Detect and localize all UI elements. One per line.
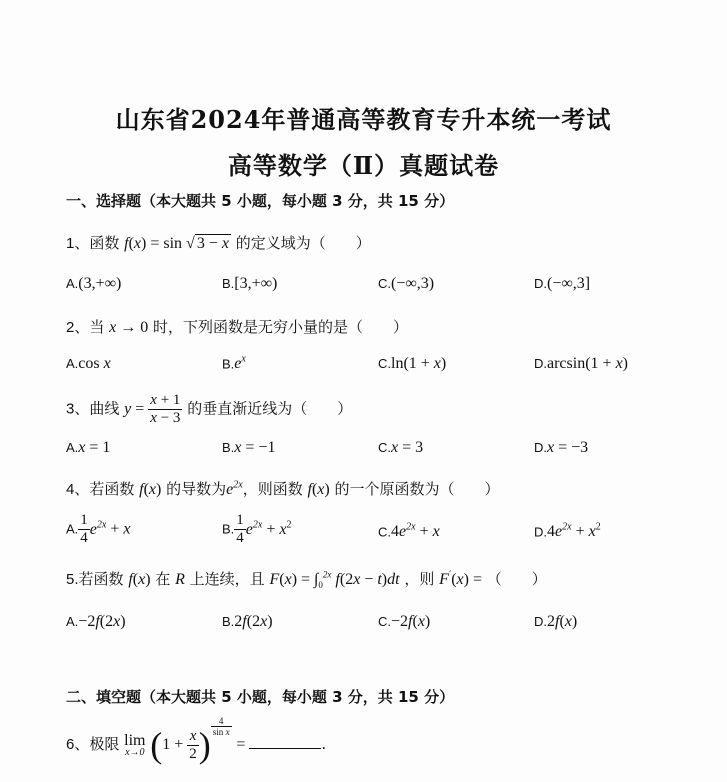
q2-option-c[interactable]: C.ln(1 + x) bbox=[378, 355, 447, 372]
q4-option-d[interactable]: $D.4e^{2x} + x^2$ bbox=[534, 522, 601, 541]
q5-option-c[interactable]: C.−2f(x) bbox=[378, 613, 431, 630]
q5-option-d[interactable]: D.2f(x) bbox=[534, 613, 578, 630]
q1-option-d[interactable]: D.(−∞,3] bbox=[534, 275, 591, 292]
exam-subtitle: 高等数学（Ⅱ）真题试卷 bbox=[227, 151, 500, 180]
q5-option-a[interactable]: A.−2f(2x) bbox=[66, 613, 126, 630]
q1-option-c[interactable]: C.(−∞,3) bbox=[378, 275, 435, 292]
question-2: 2、当 x → 0 时，下列函数是无穷小量的是（ ） bbox=[66, 318, 409, 336]
q4-option-a[interactable]: A. $\frac{1}{4}$ $e^{2x} + x$ bbox=[66, 512, 131, 546]
question-4: 4、若函数 f(x) 的导数为$e^{2x}$，则函数 f(x) 的一个原函数为（ ） bbox=[66, 479, 500, 498]
q5-option-b[interactable]: B.2f(2x) bbox=[222, 613, 273, 630]
q1-option-b[interactable]: B.[3,+∞) bbox=[222, 275, 278, 292]
section-heading-fill: 二、填空题（本大题共 5 小题，每小题 3 分，共 15 分） bbox=[66, 688, 455, 706]
question-3: 3、曲线 y = $\frac{x + 1}{x - 3}$ 的垂直渐近线为（ ） bbox=[66, 392, 353, 426]
q2-option-b[interactable]: $B.e^x$ bbox=[222, 354, 246, 373]
q2-option-a[interactable]: A.cos x bbox=[66, 355, 111, 372]
question-6: 6、极限 lim x→0 (1 + $\frac{x}{2}$ ) $^{\frac{4}{\text{sin x}}}$ = . bbox=[66, 716, 327, 765]
answer-blank[interactable] bbox=[249, 734, 321, 749]
q3-option-d[interactable]: D.x = −3 bbox=[534, 439, 589, 456]
q1-option-a[interactable]: A.(3,+∞) bbox=[66, 275, 122, 292]
question-5: 5.若函数 f(x) 在 R 上连续，且 $F(x) = \int_0^{2x}$ f(2x − t)dt ，则 F′(x) = （ ） bbox=[66, 569, 547, 591]
q2-option-d[interactable]: D.arcsin(1 + x) bbox=[534, 355, 628, 372]
q4-option-b[interactable]: B. $\frac{1}{4}$ $e^{2x} + x^2$ bbox=[222, 512, 292, 546]
q3-option-b[interactable]: B.x = −1 bbox=[222, 439, 276, 456]
q3-option-a[interactable]: A.x = 1 bbox=[66, 439, 111, 456]
section-heading-choice: 一、选择题（本大题共 5 小题，每小题 3 分，共 15 分） bbox=[66, 192, 455, 210]
q3-option-c[interactable]: C.x = 3 bbox=[378, 439, 424, 456]
q4-option-c[interactable]: $C.4e^{2x} + x$ bbox=[378, 522, 440, 541]
question-1: 1、函数 f(x) = sin √ 3 − x 的定义域为（ ） bbox=[66, 234, 371, 252]
exam-title: 山东省2024年普通高等教育专升本统一考试 bbox=[115, 105, 612, 134]
